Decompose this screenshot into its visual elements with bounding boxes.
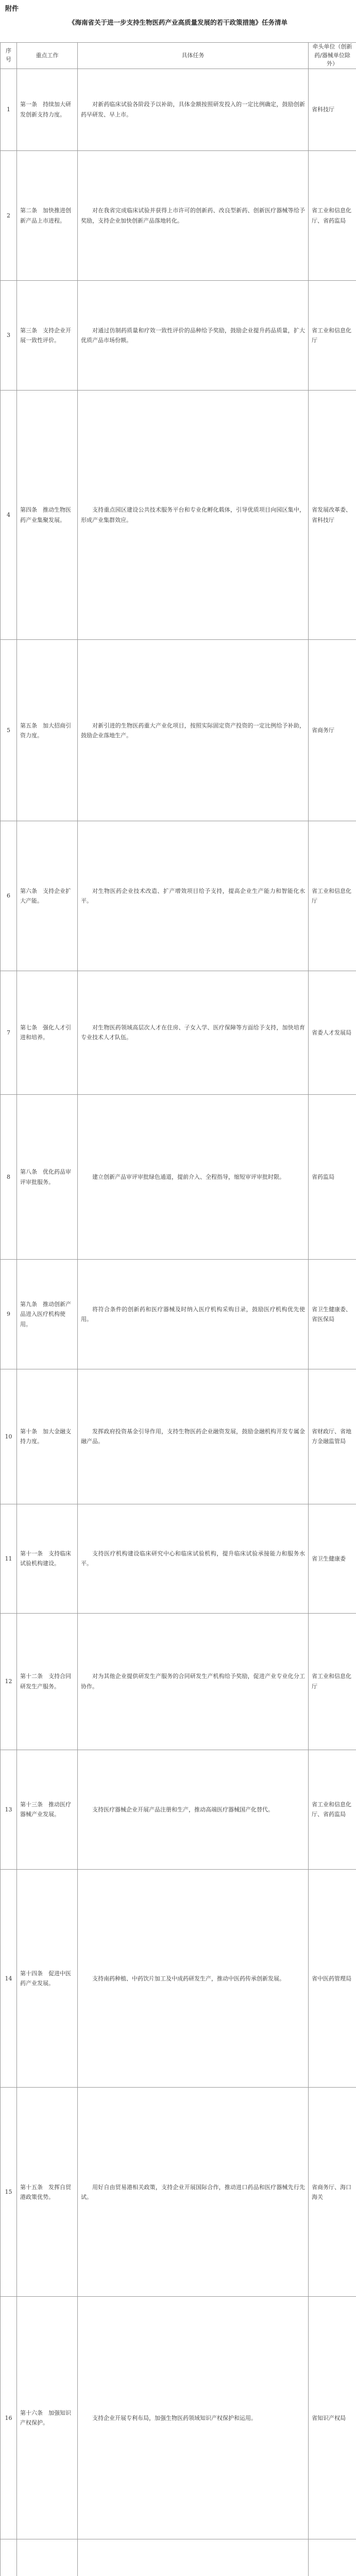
task-list-table — [0, 42, 356, 2576]
row-key-task: 第八条 优化药品审评审批服务。 — [17, 1095, 78, 1260]
row-number — [1, 2539, 17, 2576]
measure-paragraph: 建立创新产品审评审批绿色通道，提前介入、全程指导，缩短审评审批时限。 — [92, 1173, 285, 1180]
measure-paragraph: 对生物医药企业技术改造、扩产增效项目给予支持，提高企业生产能力和智能化水平。 — [81, 887, 305, 905]
header-measures: 具体任务 — [78, 43, 309, 69]
row-lead-unit: 省卫生健康委、省医保局 — [309, 1260, 356, 1369]
table-row — [1, 1369, 356, 1504]
table-row — [1, 2539, 356, 2576]
row-number: 14 — [1, 1869, 17, 2088]
row-lead-unit — [309, 2539, 356, 2576]
measure-paragraph: 对通过仿制药质量和疗效一致性评价的品种给予奖励，鼓励企业提升药品质量，扩大优质产品市场份额。 — [81, 327, 305, 344]
header-task: 重点工作 — [17, 43, 78, 69]
table-header-row — [1, 43, 356, 69]
header-no: 序号 — [1, 43, 17, 69]
row-lead-unit: 省委人才发展局 — [309, 971, 356, 1094]
table-row — [1, 281, 356, 391]
table-row — [1, 391, 356, 640]
row-lead-unit: 省工业和信息化厅 — [309, 821, 356, 971]
row-lead-unit: 省工业和信息化厅、省药监局 — [309, 1750, 356, 1869]
row-measures — [78, 69, 309, 150]
row-lead-unit: 省知识产权局 — [309, 2297, 356, 2539]
row-key-task: 第十一条 支持临床试验机构建设。 — [17, 1504, 78, 1613]
table-row — [1, 1613, 356, 1750]
row-lead-unit: 省财政厅、省地方金融监管局 — [309, 1369, 356, 1504]
table-row — [1, 2297, 356, 2539]
row-number: 16 — [1, 2297, 17, 2539]
measure-paragraph: 支持医疗机构建设临床研究中心和临床试验机构，提升临床试验承接能力和服务水平。 — [81, 1550, 305, 1567]
row-lead-unit: 省科技厅 — [309, 69, 356, 150]
row-key-task: 第九条 推动创新产品进入医疗机构使用。 — [17, 1260, 78, 1369]
measure-paragraph: 支持医疗器械企业开展产品注册和生产，推动高端医疗器械国产化替代。 — [92, 1806, 274, 1813]
row-number: 6 — [1, 821, 17, 971]
row-key-task: 第十条 加大金融支持力度。 — [17, 1369, 78, 1504]
measure-paragraph: 支持企业开展专利布局，加强生物医药领域知识产权保护和运用。 — [92, 2414, 257, 2421]
table-row — [1, 69, 356, 150]
row-key-task: 第三条 支持企业开展一致性评价。 — [17, 281, 78, 391]
row-number: 4 — [1, 391, 17, 640]
document-title: 《海南省关于进一步支持生物医药产业高质量发展的若干政策措施》任务清单 — [68, 19, 287, 26]
row-key-task: 第十二条 支持合同研发生产服务。 — [17, 1613, 78, 1750]
row-lead-unit: 省工业和信息化厅 — [309, 281, 356, 391]
row-measures — [78, 1504, 309, 1613]
row-measures — [78, 2297, 309, 2539]
measure-paragraph: 对生物医药领域高层次人才在住房、子女入学、医疗保障等方面给予支持，加快培育专业技术人才队伍。 — [81, 1024, 305, 1041]
row-number: 5 — [1, 640, 17, 821]
row-lead-unit: 省发展改革委、省科技厅 — [309, 391, 356, 640]
row-measures — [78, 1869, 309, 2088]
measure-paragraph: 将符合条件的创新药和医疗器械及时纳入医疗机构采购目录，鼓励医疗机构优先使用。 — [81, 1306, 305, 1323]
row-number: 8 — [1, 1095, 17, 1260]
row-lead-unit: 省商务厅、海口海关 — [309, 2088, 356, 2297]
row-key-task: 第七条 强化人才引进和培养。 — [17, 971, 78, 1094]
table-row — [1, 1504, 356, 1613]
table-row — [1, 1869, 356, 2088]
row-measures — [78, 1095, 309, 1260]
row-number: 13 — [1, 1750, 17, 1869]
row-measures — [78, 971, 309, 1094]
measure-paragraph: 对在我省完成临床试验并获得上市许可的创新药、改良型新药、创新医疗器械等给予奖励，支持企业加快创新产品落地转化。 — [81, 207, 305, 224]
row-number: 1 — [1, 69, 17, 150]
measure-paragraph: 支持重点园区建设公共技术服务平台和专业化孵化载体，引导优质项目向园区集中，形成产业集群效应。 — [81, 506, 305, 523]
row-measures — [78, 1613, 309, 1750]
table-row — [1, 150, 356, 280]
row-measures — [78, 391, 309, 640]
row-number: 11 — [1, 1504, 17, 1613]
row-measures — [78, 1260, 309, 1369]
row-key-task: 第十三条 推动医疗器械产业发展。 — [17, 1750, 78, 1869]
row-key-task: 第二条 加快推进创新产品上市进程。 — [17, 150, 78, 280]
table-row — [1, 1095, 356, 1260]
table-row — [1, 821, 356, 971]
measure-paragraph: 用好自由贸易港相关政策，支持企业开展国际合作，推动进口药品和医疗器械先行先试。 — [81, 2183, 305, 2200]
row-key-task: 第十六条 加强知识产权保护。 — [17, 2297, 78, 2539]
row-measures — [78, 150, 309, 280]
row-measures — [78, 1750, 309, 1869]
row-number: 2 — [1, 150, 17, 280]
measure-paragraph: 发挥政府投资基金引导作用，支持生物医药企业融资发展，鼓励金融机构开发专属金融产品。 — [81, 1428, 305, 1445]
row-number: 3 — [1, 281, 17, 391]
table-body — [1, 69, 356, 2576]
row-measures — [78, 1369, 309, 1504]
row-key-task: 第一条 持续加大研发创新支持力度。 — [17, 69, 78, 150]
row-lead-unit: 省药监局 — [309, 1095, 356, 1260]
row-measures — [78, 640, 309, 821]
row-key-task — [17, 2539, 78, 2576]
row-key-task: 第四条 推动生物医药产业集聚发展。 — [17, 391, 78, 640]
row-measures — [78, 821, 309, 971]
measure-paragraph: 对为其他企业提供研发生产服务的合同研发生产机构给予奖励，促进产业专业化分工协作。 — [81, 1673, 305, 1690]
table-row — [1, 1750, 356, 1869]
measure-paragraph: 支持南药种植、中药饮片加工及中成药研发生产，推动中医药传承创新发展。 — [92, 1975, 285, 1982]
table-row — [1, 1260, 356, 1369]
row-measures — [78, 281, 309, 391]
measure-paragraph: 对新引进的生物医药重大产业化项目，按照实际固定资产投资的一定比例给予补助，鼓励企业落地生产。 — [81, 722, 305, 739]
row-number: 9 — [1, 1260, 17, 1369]
row-key-task: 第十四条 促进中医药产业发展。 — [17, 1869, 78, 2088]
row-lead-unit: 省商务厅 — [309, 640, 356, 821]
row-number: 10 — [1, 1369, 17, 1504]
row-measures — [78, 2539, 309, 2576]
row-measures — [78, 2088, 309, 2297]
table-row — [1, 971, 356, 1094]
row-key-task: 第五条 加大招商引资力度。 — [17, 640, 78, 821]
row-lead-unit: 省卫生健康委 — [309, 1504, 356, 1613]
table-row — [1, 640, 356, 821]
annex-label: 附件 — [5, 5, 19, 13]
table-row — [1, 2088, 356, 2297]
row-number: 7 — [1, 971, 17, 1094]
row-key-task: 第十五条 发挥自贸港政策优势。 — [17, 2088, 78, 2297]
row-key-task: 第六条 支持企业扩大产能。 — [17, 821, 78, 971]
header-unit: 牵头单位（创新药/器械单位除外） — [309, 43, 356, 69]
row-number: 12 — [1, 1613, 17, 1750]
row-lead-unit: 省工业和信息化厅 — [309, 1613, 356, 1750]
measure-paragraph: 对新药临床试验各阶段予以补助，具体金额按照研发投入的一定比例确定，鼓励创新药早研发、早上市。 — [81, 101, 305, 118]
row-number: 15 — [1, 2088, 17, 2297]
row-lead-unit: 省工业和信息化厅、省药监局 — [309, 150, 356, 280]
row-lead-unit: 省中医药管理局 — [309, 1869, 356, 2088]
